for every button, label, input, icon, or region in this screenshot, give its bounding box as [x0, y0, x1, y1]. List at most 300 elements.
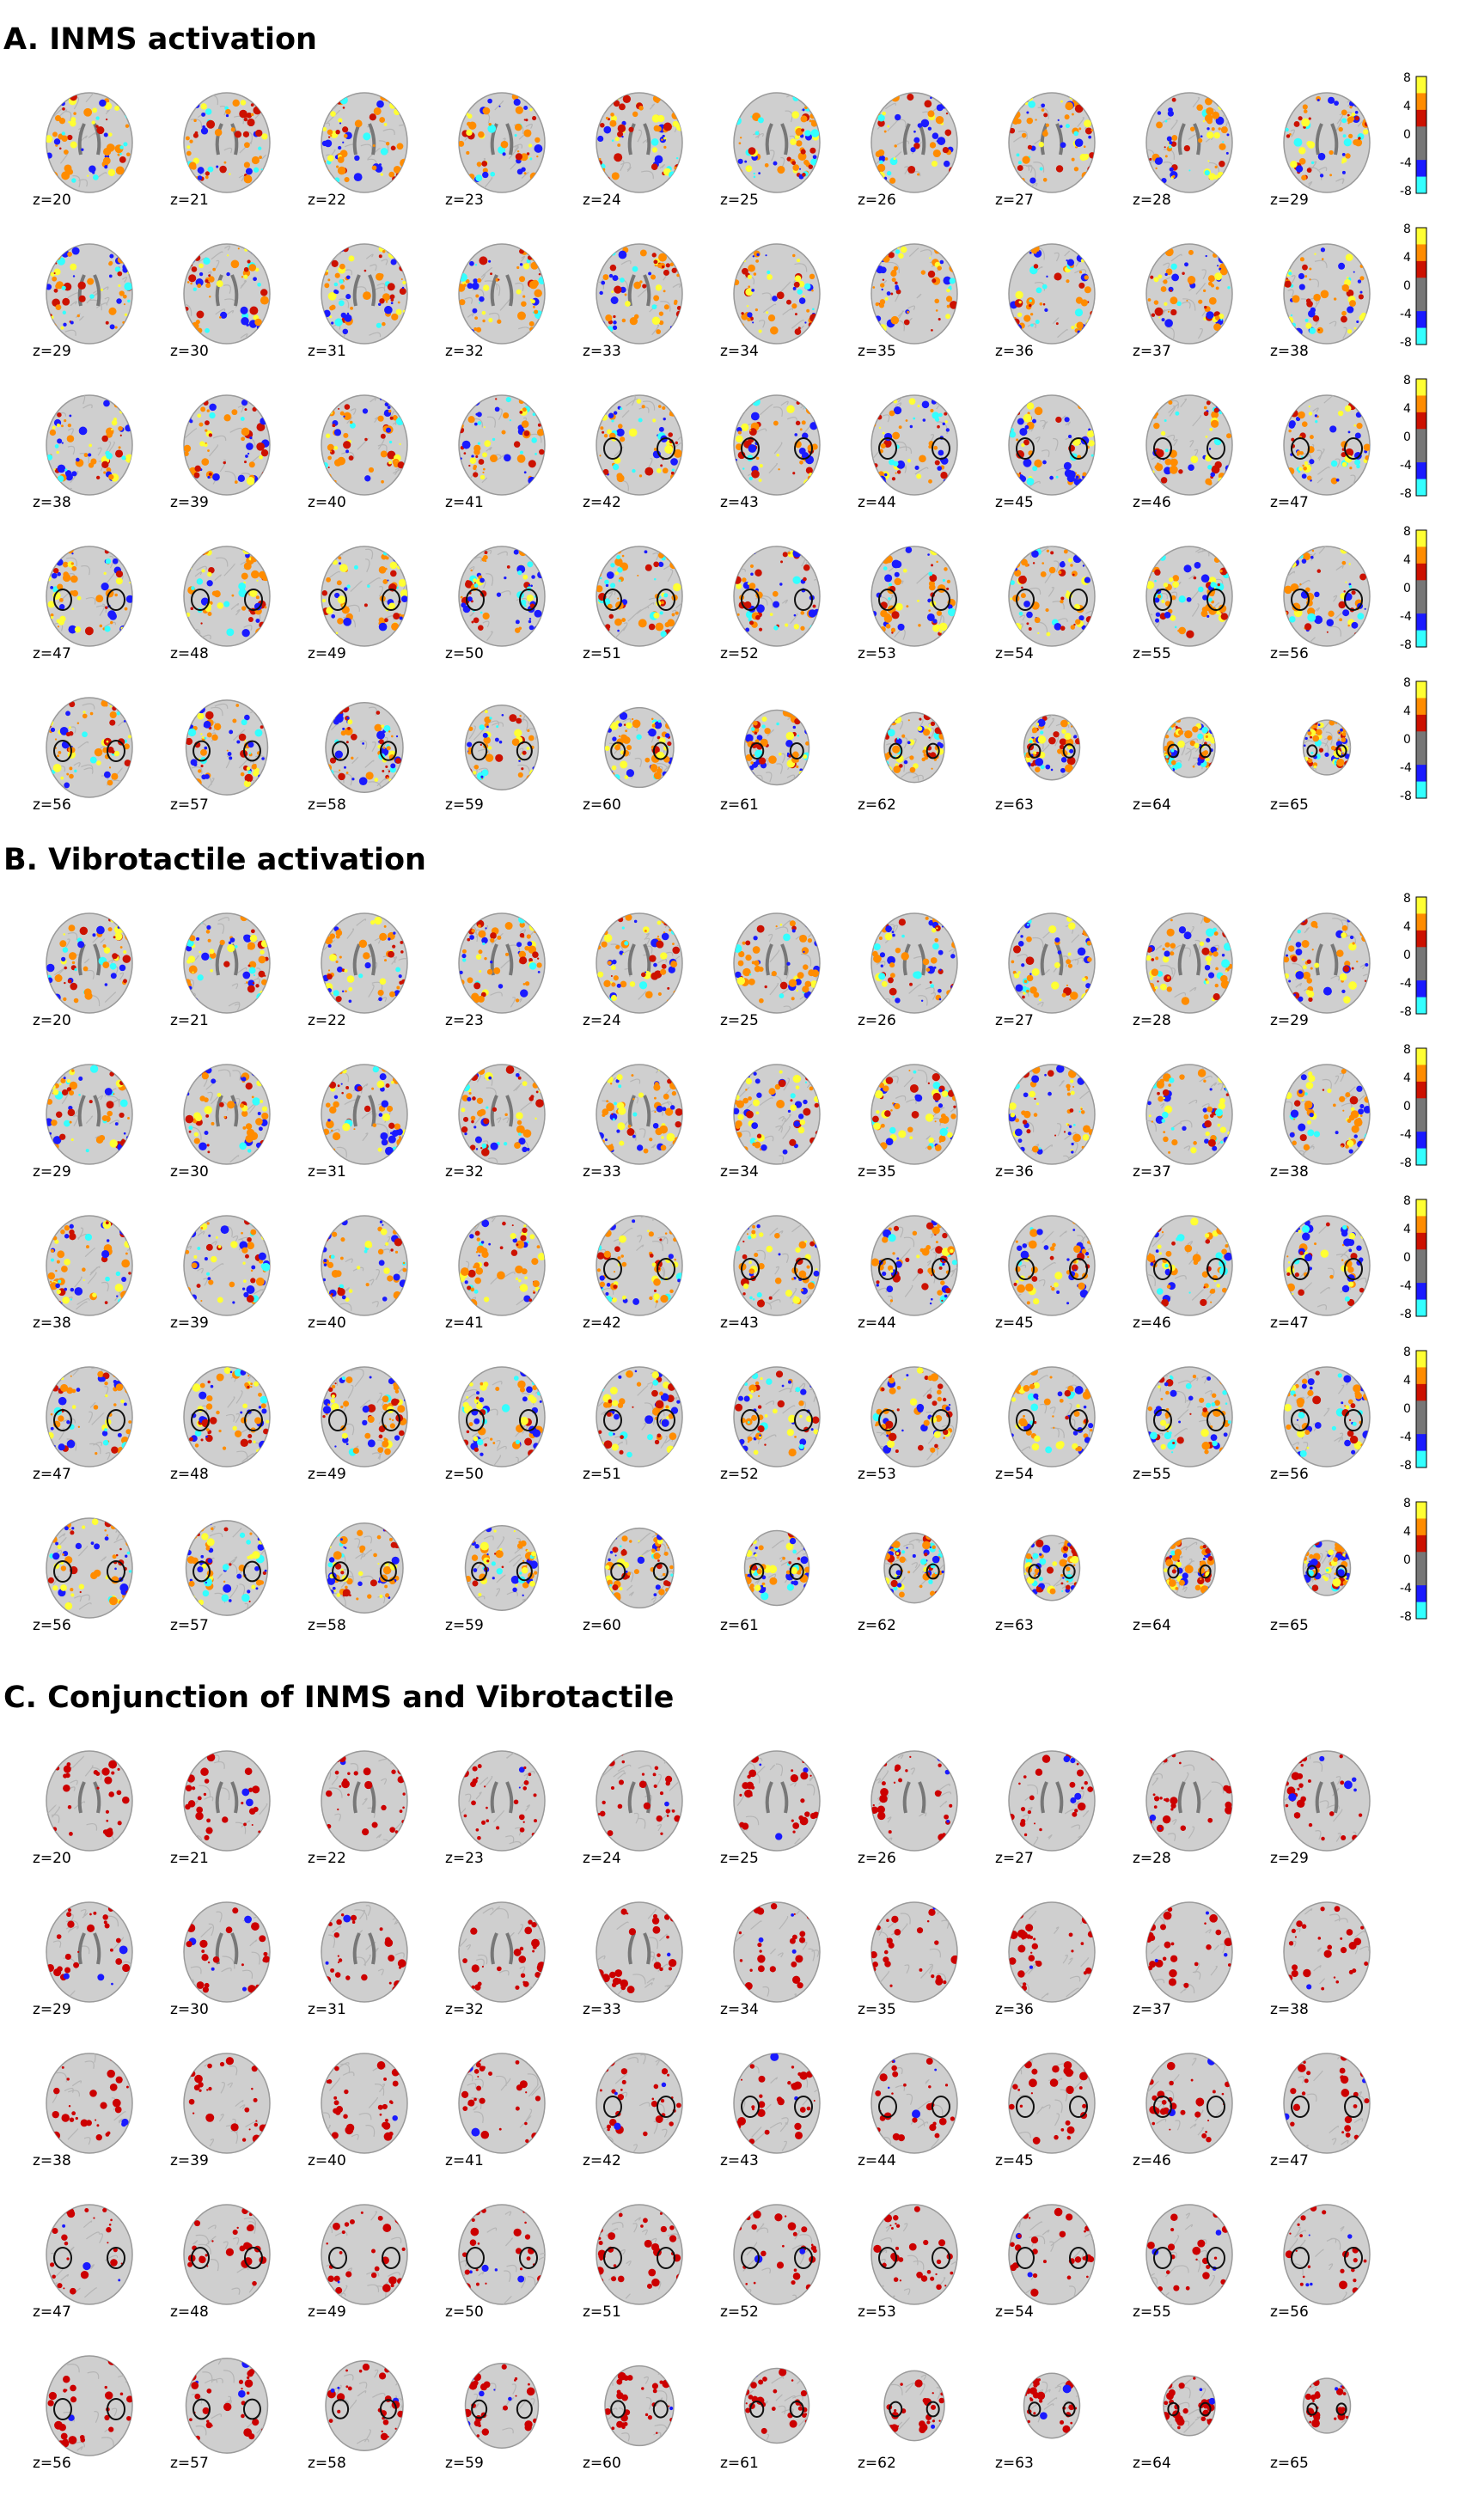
slice-z-label: z=49: [308, 645, 346, 662]
brain-image: [588, 2196, 691, 2306]
brain-image: [725, 2045, 828, 2155]
brain-image: [38, 235, 141, 345]
slice-z-label: z=41: [445, 1315, 484, 1332]
colorbar-tick: 0: [1403, 1100, 1411, 1114]
slice-z-label: z=45: [995, 1315, 1034, 1332]
slice-z-label: z=33: [583, 343, 621, 360]
brain-image: [175, 2045, 278, 2155]
brain-image: [1275, 2045, 1378, 2155]
brain-image: [175, 1510, 278, 1620]
slice-z-label: z=38: [33, 494, 71, 511]
slice-z-label: z=32: [445, 343, 484, 360]
brain-image: [450, 235, 553, 345]
brain-image: [38, 1207, 141, 1317]
slice-z-label: z=47: [1270, 494, 1309, 511]
slice-z-label: z=32: [445, 1163, 484, 1181]
colorbar-tick: 0: [1403, 949, 1411, 962]
slice-z-label: z=37: [1133, 1163, 1171, 1181]
brain-image: [725, 1894, 828, 2004]
slice-z-label: z=61: [720, 796, 759, 814]
brain-image: [588, 1742, 691, 1852]
brain-image: [863, 2347, 966, 2457]
brain-image: [313, 1207, 416, 1317]
slice-z-label: z=43: [720, 494, 759, 511]
colorbar: [1400, 1043, 1427, 1170]
colorbar-tick: 4: [1403, 402, 1411, 416]
colorbar: [1400, 1194, 1427, 1321]
slice-z-label: z=40: [308, 1315, 346, 1332]
brain-image: [1000, 1742, 1103, 1852]
slice-z-label: z=22: [308, 1850, 346, 1867]
brain-image: [1275, 1207, 1378, 1317]
brain-image: [313, 84, 416, 194]
brain-image: [1275, 1358, 1378, 1468]
slice-z-label: z=21: [170, 192, 209, 209]
slice-z-label: z=56: [33, 796, 71, 814]
colorbar: [1400, 892, 1427, 1019]
colorbar-tick: 4: [1403, 1223, 1411, 1236]
brain-image: [1138, 538, 1241, 648]
brain-image: [1138, 1207, 1241, 1317]
brain-outline: [321, 2205, 407, 2304]
slice-z-label: z=50: [445, 645, 484, 662]
colorbar: [1400, 374, 1427, 501]
slice-z-label: z=29: [1270, 1012, 1309, 1029]
slice-z-label: z=28: [1133, 1012, 1171, 1029]
slice-z-label: z=49: [308, 1466, 346, 1483]
slice-z-label: z=48: [170, 645, 209, 662]
slice-z-label: z=28: [1133, 192, 1171, 209]
brain-image: [1138, 387, 1241, 497]
brain-image: [588, 1894, 691, 2004]
colorbar: [1400, 1345, 1427, 1473]
section-a: [0, 0, 1460, 833]
colorbar-tick: 8: [1403, 676, 1411, 690]
brain-image: [725, 1510, 828, 1620]
brain-image: [1275, 538, 1378, 648]
brain-outline: [605, 2366, 674, 2446]
brain-image: [725, 905, 828, 1015]
colorbar-tick: 8: [1403, 1497, 1411, 1510]
slice-z-label: z=27: [995, 192, 1034, 209]
brain-outline: [459, 1751, 545, 1851]
brain-image: [450, 1056, 553, 1166]
brain-image: [313, 1742, 416, 1852]
slice-z-label: z=41: [445, 494, 484, 511]
brain-image: [863, 1894, 966, 2004]
brain-image: [313, 2347, 416, 2457]
colorbar-tick: 4: [1403, 1071, 1411, 1085]
brain-image: [38, 387, 141, 497]
slice-z-label: z=64: [1133, 2455, 1171, 2472]
brain-image: [1000, 84, 1103, 194]
slice-z-label: z=65: [1270, 1617, 1309, 1634]
slice-z-label: z=47: [1270, 1315, 1309, 1332]
brain-outline: [1146, 2053, 1232, 2153]
slice-z-label: z=62: [858, 2455, 896, 2472]
slice-z-label: z=39: [170, 2152, 209, 2169]
brain-image: [725, 235, 828, 345]
brain-image: [175, 2347, 278, 2457]
brain-image: [175, 1742, 278, 1852]
section-title: B. Vibrotactile activation: [3, 843, 426, 877]
brain-image: [38, 1056, 141, 1166]
colorbar-tick: -4: [1400, 1279, 1412, 1293]
colorbar-tick: -8: [1400, 1005, 1412, 1019]
brain-image: [588, 689, 691, 799]
brain-image: [1000, 1207, 1103, 1317]
colorbar-tick: 0: [1403, 733, 1411, 747]
slice-z-label: z=45: [995, 2152, 1034, 2169]
brain-outline: [734, 2053, 820, 2153]
slice-z-label: z=28: [1133, 1850, 1171, 1867]
brain-image: [863, 2045, 966, 2155]
slice-z-label: z=65: [1270, 2455, 1309, 2472]
brain-image: [38, 1894, 141, 2004]
slice-z-label: z=64: [1133, 796, 1171, 814]
colorbar: [1400, 223, 1427, 350]
brain-image: [863, 235, 966, 345]
brain-image: [175, 1056, 278, 1166]
brain-image: [450, 1894, 553, 2004]
brain-image: [1000, 1894, 1103, 2004]
slice-z-label: z=65: [1270, 796, 1309, 814]
colorbar-tick: 0: [1403, 430, 1411, 444]
brain-image: [588, 235, 691, 345]
slice-z-label: z=63: [995, 1617, 1034, 1634]
colorbar-tick: -4: [1400, 977, 1412, 991]
colorbar-tick: 4: [1403, 1525, 1411, 1539]
brain-outline: [1146, 1751, 1232, 1851]
slice-z-label: z=44: [858, 1315, 896, 1332]
brain-image: [1000, 905, 1103, 1015]
slice-z-label: z=43: [720, 1315, 759, 1332]
slice-z-label: z=38: [33, 1315, 71, 1332]
slice-z-label: z=27: [995, 1850, 1034, 1867]
brain-outline: [46, 2205, 132, 2304]
colorbar-tick: -8: [1400, 487, 1412, 501]
slice-z-label: z=31: [308, 1163, 346, 1181]
brain-image: [450, 2347, 553, 2457]
slice-z-label: z=50: [445, 1466, 484, 1483]
slice-z-label: z=39: [170, 494, 209, 511]
slice-z-label: z=58: [308, 796, 346, 814]
brain-image: [313, 1894, 416, 2004]
slice-z-label: z=38: [1270, 2001, 1309, 2018]
brain-image: [313, 689, 416, 799]
slice-z-label: z=46: [1133, 1315, 1171, 1332]
brain-image: [863, 1358, 966, 1468]
brain-image: [588, 2045, 691, 2155]
slice-z-label: z=54: [995, 645, 1034, 662]
brain-image: [1138, 1894, 1241, 2004]
brain-image: [313, 387, 416, 497]
brain-image: [1275, 905, 1378, 1015]
brain-outline: [1009, 2205, 1095, 2304]
slice-z-label: z=38: [33, 2152, 71, 2169]
slice-z-label: z=52: [720, 645, 759, 662]
brain-image: [38, 905, 141, 1015]
brain-image: [1000, 1358, 1103, 1468]
slice-z-label: z=46: [1133, 494, 1171, 511]
slice-z-label: z=56: [33, 1617, 71, 1634]
brain-image: [588, 387, 691, 497]
colorbar: [1400, 1497, 1427, 1624]
colorbar-tick: -8: [1400, 1459, 1412, 1473]
slice-z-label: z=63: [995, 2455, 1034, 2472]
brain-image: [1000, 387, 1103, 497]
slice-z-label: z=35: [858, 1163, 896, 1181]
slice-z-label: z=34: [720, 343, 759, 360]
brain-image: [1000, 235, 1103, 345]
colorbar-tick: 0: [1403, 1251, 1411, 1265]
slice-z-label: z=58: [308, 1617, 346, 1634]
section-title: A. INMS activation: [3, 22, 317, 57]
slice-z-label: z=59: [445, 2455, 484, 2472]
colorbar-tick: 0: [1403, 279, 1411, 293]
slice-z-label: z=60: [583, 1617, 621, 1634]
brain-image: [725, 1742, 828, 1852]
brain-image: [175, 905, 278, 1015]
brain-image: [450, 84, 553, 194]
brain-image: [1275, 1510, 1378, 1620]
slice-z-label: z=29: [33, 1163, 71, 1181]
brain-image: [588, 538, 691, 648]
brain-image: [175, 2196, 278, 2306]
brain-image: [863, 84, 966, 194]
colorbar-tick: 8: [1403, 525, 1411, 539]
brain-image: [725, 2196, 828, 2306]
brain-image: [588, 84, 691, 194]
slice-z-label: z=48: [170, 1466, 209, 1483]
brain-outline: [1284, 395, 1370, 495]
colorbar-tick: 8: [1403, 1043, 1411, 1057]
slice-z-label: z=33: [583, 1163, 621, 1181]
slice-z-label: z=57: [170, 1617, 209, 1634]
brain-image: [863, 905, 966, 1015]
slice-z-label: z=55: [1133, 1466, 1171, 1483]
brain-image: [588, 2347, 691, 2457]
slice-z-label: z=41: [445, 2152, 484, 2169]
brain-image: [175, 538, 278, 648]
colorbar-tick: -4: [1400, 459, 1412, 473]
brain-image: [450, 538, 553, 648]
brain-image: [1000, 689, 1103, 799]
brain-image: [450, 2045, 553, 2155]
slice-z-label: z=40: [308, 494, 346, 511]
brain-image: [38, 538, 141, 648]
brain-image: [725, 387, 828, 497]
slice-z-label: z=23: [445, 1850, 484, 1867]
brain-image: [38, 84, 141, 194]
brain-image: [1138, 2196, 1241, 2306]
slice-z-label: z=26: [858, 192, 896, 209]
colorbar-tick: -8: [1400, 790, 1412, 803]
brain-image: [863, 538, 966, 648]
brain-image: [1275, 387, 1378, 497]
slice-z-label: z=53: [858, 2303, 896, 2321]
slice-z-label: z=34: [720, 1163, 759, 1181]
brain-image: [450, 1742, 553, 1852]
colorbar-tick: -8: [1400, 1308, 1412, 1321]
slice-z-label: z=59: [445, 1617, 484, 1634]
slice-z-label: z=39: [170, 1315, 209, 1332]
slice-z-label: z=35: [858, 343, 896, 360]
colorbar-tick: -4: [1400, 308, 1412, 321]
brain-image: [1000, 2347, 1103, 2457]
slice-z-label: z=56: [1270, 645, 1309, 662]
slice-z-label: z=60: [583, 2455, 621, 2472]
slice-z-label: z=53: [858, 1466, 896, 1483]
colorbar: [1400, 71, 1427, 198]
slice-z-label: z=22: [308, 1012, 346, 1029]
slice-z-label: z=47: [33, 2303, 71, 2321]
section-b: [0, 838, 1460, 1671]
slice-z-label: z=38: [1270, 343, 1309, 360]
slice-z-label: z=51: [583, 1466, 621, 1483]
slice-z-label: z=29: [1270, 192, 1309, 209]
brain-image: [725, 1358, 828, 1468]
slice-z-label: z=37: [1133, 343, 1171, 360]
colorbar-tick: 8: [1403, 892, 1411, 906]
brain-image: [38, 2045, 141, 2155]
brain-image: [1138, 689, 1241, 799]
brain-image: [175, 1207, 278, 1317]
slice-z-label: z=63: [995, 796, 1034, 814]
slice-z-label: z=25: [720, 1850, 759, 1867]
brain-outline: [1009, 2053, 1095, 2153]
slice-z-label: z=42: [583, 494, 621, 511]
slice-z-label: z=29: [1270, 1850, 1309, 1867]
colorbar-tick: 4: [1403, 100, 1411, 113]
brain-image: [863, 1742, 966, 1852]
brain-outline: [321, 1751, 407, 1851]
slice-z-label: z=36: [995, 1163, 1034, 1181]
slice-z-label: z=30: [170, 1163, 209, 1181]
brain-image: [313, 2196, 416, 2306]
slice-z-label: z=42: [583, 2152, 621, 2169]
brain-image: [1275, 84, 1378, 194]
slice-z-label: z=55: [1133, 2303, 1171, 2321]
brain-image: [38, 2196, 141, 2306]
slice-z-label: z=32: [445, 2001, 484, 2018]
brain-outline: [596, 2053, 682, 2153]
brain-image: [725, 689, 828, 799]
brain-outline: [46, 1751, 132, 1851]
slice-z-label: z=56: [1270, 1466, 1309, 1483]
brain-image: [863, 689, 966, 799]
colorbar-tick: -8: [1400, 638, 1412, 652]
slice-z-label: z=24: [583, 1850, 621, 1867]
slice-z-label: z=29: [33, 343, 71, 360]
slice-z-label: z=20: [33, 1012, 71, 1029]
brain-image: [450, 689, 553, 799]
brain-image: [725, 1207, 828, 1317]
slice-z-label: z=22: [308, 192, 346, 209]
slice-z-label: z=58: [308, 2455, 346, 2472]
slice-z-label: z=20: [33, 192, 71, 209]
slice-z-label: z=26: [858, 1850, 896, 1867]
brain-image: [175, 235, 278, 345]
colorbar-tick: 4: [1403, 251, 1411, 265]
slice-z-label: z=57: [170, 2455, 209, 2472]
slice-z-label: z=54: [995, 2303, 1034, 2321]
colorbar-tick: -4: [1400, 1431, 1412, 1444]
colorbar-tick: 4: [1403, 705, 1411, 718]
colorbar-tick: 8: [1403, 223, 1411, 236]
brain-image: [450, 2196, 553, 2306]
slice-z-label: z=49: [308, 2303, 346, 2321]
slice-z-label: z=36: [995, 2001, 1034, 2018]
brain-image: [38, 1358, 141, 1468]
colorbar-tick: -8: [1400, 1610, 1412, 1624]
brain-image: [450, 1207, 553, 1317]
slice-z-label: z=31: [308, 343, 346, 360]
slice-z-label: z=47: [33, 1466, 71, 1483]
brain-image: [38, 1742, 141, 1852]
brain-image: [313, 905, 416, 1015]
brain-image: [588, 905, 691, 1015]
brain-image: [1000, 538, 1103, 648]
slice-z-label: z=25: [720, 192, 759, 209]
slice-z-label: z=20: [33, 1850, 71, 1867]
slice-z-label: z=21: [170, 1850, 209, 1867]
brain-image: [450, 387, 553, 497]
brain-image: [450, 1358, 553, 1468]
brain-image: [588, 1358, 691, 1468]
slice-z-label: z=23: [445, 1012, 484, 1029]
slice-z-label: z=24: [583, 192, 621, 209]
slice-z-label: z=43: [720, 2152, 759, 2169]
slice-z-label: z=53: [858, 645, 896, 662]
brain-image: [175, 689, 278, 799]
brain-image: [725, 538, 828, 648]
slice-z-label: z=45: [995, 494, 1034, 511]
slice-z-label: z=24: [583, 1012, 621, 1029]
brain-image: [450, 905, 553, 1015]
brain-image: [863, 1207, 966, 1317]
brain-image: [313, 538, 416, 648]
brain-image: [1275, 1894, 1378, 2004]
colorbar-tick: 4: [1403, 920, 1411, 934]
slice-z-label: z=52: [720, 2303, 759, 2321]
slice-z-label: z=60: [583, 796, 621, 814]
brain-image: [863, 1510, 966, 1620]
colorbar: [1400, 676, 1427, 803]
brain-image: [175, 1358, 278, 1468]
slice-z-label: z=21: [170, 1012, 209, 1029]
brain-image: [1000, 2045, 1103, 2155]
colorbar-tick: -8: [1400, 1156, 1412, 1170]
brain-image: [725, 2347, 828, 2457]
brain-image: [1138, 1510, 1241, 1620]
brain-image: [725, 1056, 828, 1166]
brain-image: [313, 1056, 416, 1166]
brain-image: [1138, 2347, 1241, 2457]
section-title: C. Conjunction of INMS and Vibrotactile: [3, 1681, 675, 1715]
brain-image: [38, 2347, 141, 2457]
colorbar-tick: 0: [1403, 128, 1411, 142]
brain-image: [1275, 689, 1378, 799]
slice-z-label: z=64: [1133, 1617, 1171, 1634]
colorbar-tick: 0: [1403, 1402, 1411, 1416]
slice-z-label: z=25: [720, 1012, 759, 1029]
colorbar-tick: 8: [1403, 374, 1411, 387]
brain-image: [1275, 1742, 1378, 1852]
colorbar-tick: -8: [1400, 336, 1412, 350]
colorbar: [1400, 525, 1427, 652]
slice-z-label: z=59: [445, 796, 484, 814]
